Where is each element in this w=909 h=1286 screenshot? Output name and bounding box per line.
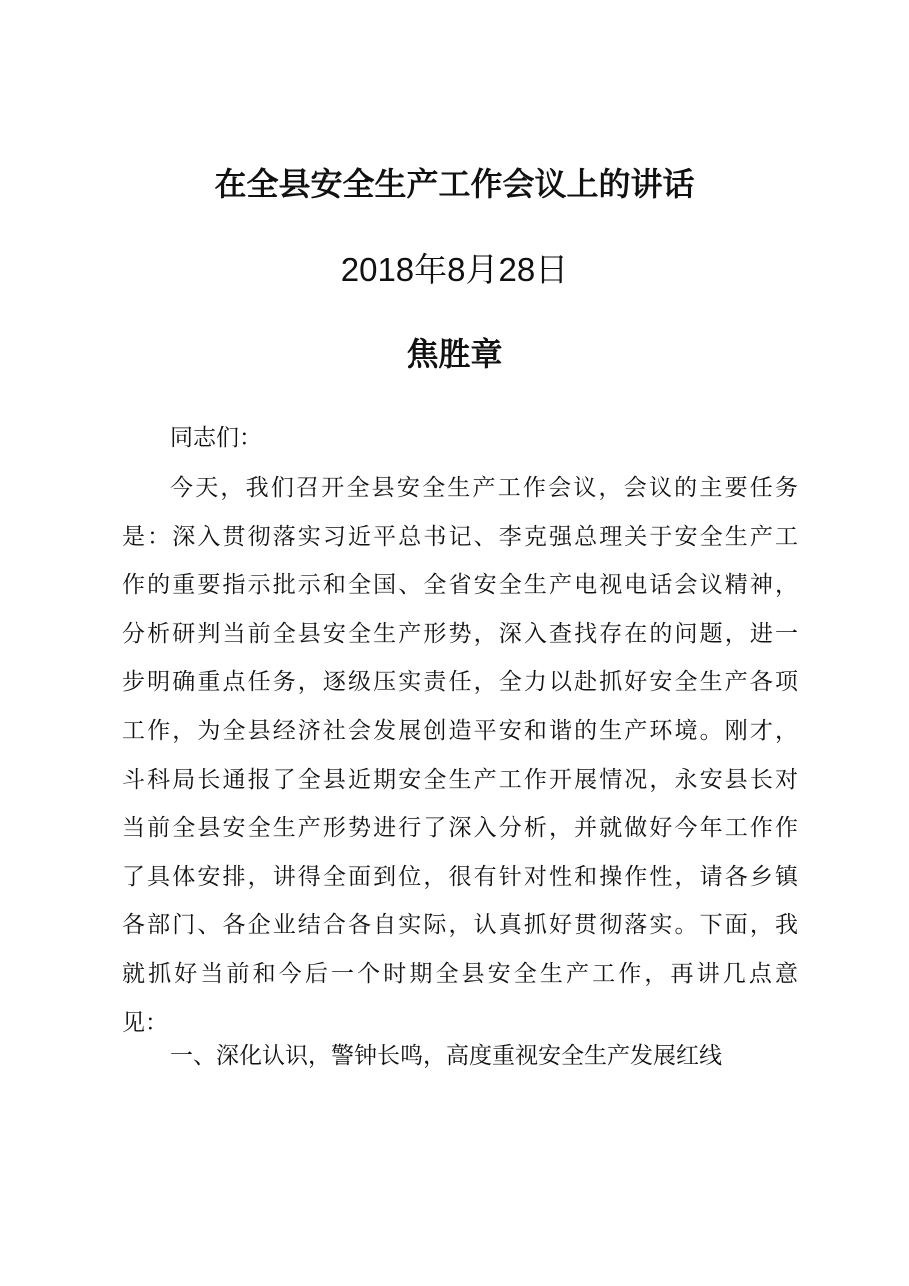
document-author: 焦胜章 [406,335,503,373]
paragraph-line: 作的重要指示批示和全国、全省安全生产电视电话会议精神， [122,572,798,599]
document-title: 在全县安全生产工作会议上的讲话 [214,165,695,203]
paragraph-line: 今天，我们召开全县安全生产工作会议，会议的主要任务 [170,475,798,501]
paragraph-line: 就抓好当前和今后一个时期全县安全生产工作，再讲几点意 [122,960,798,987]
paragraph-line: 工作，为全县经济社会发展创造平安和谐的生产环境。刚才， [122,717,798,744]
paragraph-line: 步明确重点任务，逐级压实责任，全力以赴抓好安全生产各项 [122,669,798,696]
paragraph-line: 各部门、各企业结合各自实际，认真抓好贯彻落实。下面，我 [122,912,798,939]
salutation: 同志们： [170,425,262,451]
paragraph-line: 当前全县安全生产形势进行了深入分析，并就做好今年工作作 [122,815,798,842]
section-heading: 一、深化认识，警钟长鸣，高度重视安全生产发展红线 [170,1043,722,1069]
paragraph-line: 了具体安排，讲得全面到位，很有针对性和操作性，请各乡镇 [122,863,798,890]
paragraph-line: 分析研判当前全县安全生产形势，深入查找存在的问题，进一 [122,620,798,647]
body-paragraph [122,464,798,1047]
paragraph-line: 斗科局长通报了全县近期安全生产工作开展情况，永安县长对 [122,766,798,793]
document-date: 2018年8月28日 [340,251,569,288]
paragraph-line: 是：深入贯彻落实习近平总书记、李克强总理关于安全生产工 [122,523,798,550]
paragraph-line: 见： [122,1009,168,1036]
